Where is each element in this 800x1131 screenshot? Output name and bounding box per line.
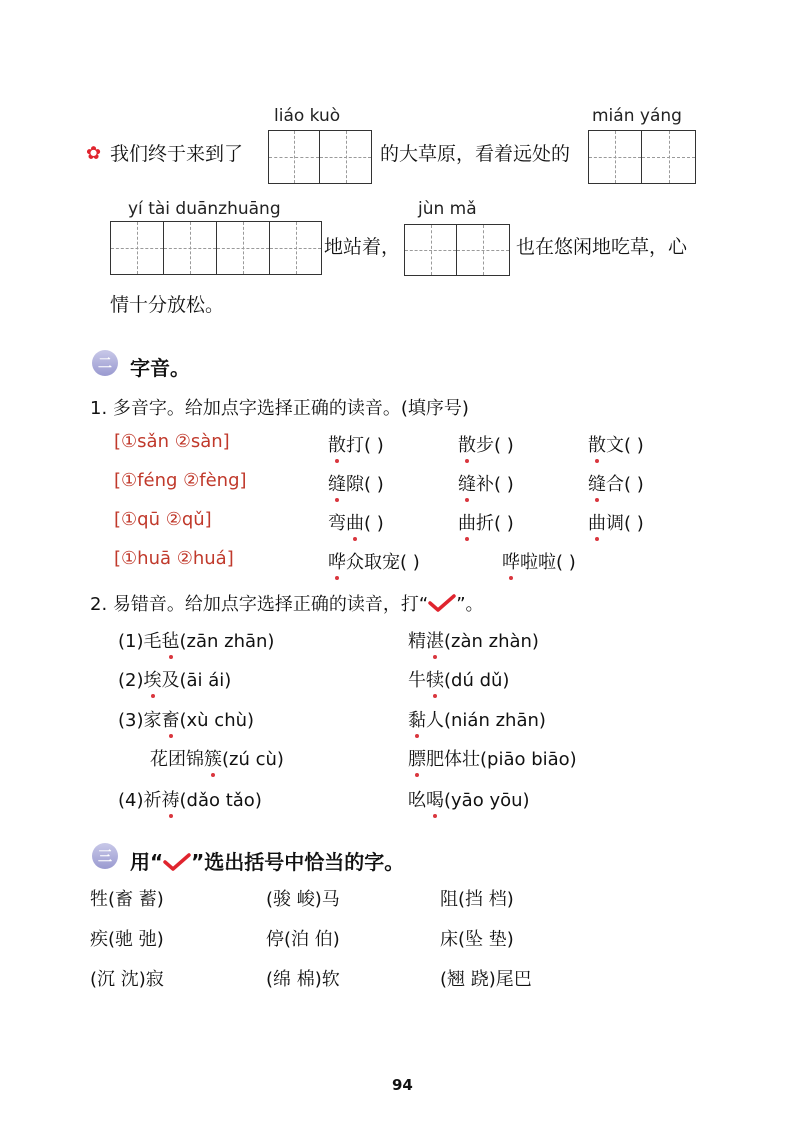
section-title: 字音。 bbox=[130, 356, 190, 380]
dotted-char: 散 bbox=[588, 435, 606, 456]
reading-options: [①sǎn ②sàn] bbox=[114, 431, 230, 452]
dotted-char: 畜 bbox=[161, 710, 180, 731]
item-text: (zàn zhàn) bbox=[444, 631, 539, 652]
word-choice-item: (绵 棉)软 bbox=[266, 969, 340, 990]
item-text: (yāo yōu) bbox=[444, 790, 530, 811]
dotted-char: 犊 bbox=[426, 670, 444, 691]
polyphone-item bbox=[458, 431, 514, 457]
item-text: 补( ) bbox=[476, 474, 514, 495]
item-text: 及(āi ái) bbox=[161, 670, 232, 691]
reading-options: [①féng ②fèng] bbox=[114, 470, 247, 491]
polyphone-item bbox=[328, 431, 384, 457]
item-text: 吆 bbox=[408, 790, 426, 811]
section-title: 用“ ”选出括号中恰当的字。 bbox=[130, 850, 405, 874]
dotted-char: 散 bbox=[458, 435, 476, 456]
pronunciation-item bbox=[408, 745, 577, 771]
sentence-part: 我们终于来到了 bbox=[110, 143, 244, 165]
page-number: 94 bbox=[392, 1076, 413, 1094]
item-text: 步( ) bbox=[476, 435, 514, 456]
reading-options: [①qū ②qǔ] bbox=[114, 509, 212, 530]
item-text: 精 bbox=[408, 631, 426, 652]
reading-options: [①huā ②huá] bbox=[114, 548, 234, 569]
dotted-char: 簇 bbox=[204, 749, 222, 770]
polyphone-item bbox=[588, 431, 644, 457]
item-text: (dú dǔ) bbox=[444, 670, 510, 691]
pronunciation-item bbox=[118, 666, 231, 692]
polyphone-item bbox=[328, 509, 384, 535]
pronunciation-item bbox=[150, 745, 284, 771]
pinyin-mianyang: mián yáng bbox=[592, 106, 682, 126]
item-text: (xù chù) bbox=[179, 710, 255, 731]
item-text: (dǎo tǎo) bbox=[179, 790, 262, 811]
pinyin-liaokuo: liáo kuò bbox=[274, 106, 341, 126]
answer-grid-junma[interactable] bbox=[404, 224, 510, 276]
pronunciation-item bbox=[408, 666, 509, 692]
answer-grid-yitaiduanzhuang[interactable] bbox=[110, 221, 322, 275]
polyphone-item bbox=[458, 509, 514, 535]
section-number-icon: 三 bbox=[92, 843, 118, 869]
item-text: ( ) bbox=[364, 513, 384, 534]
word-choice-item: (骏 峻)马 bbox=[266, 889, 340, 910]
word-choice-item: 牲(畜 蓄) bbox=[90, 889, 164, 910]
dotted-char: 散 bbox=[328, 435, 346, 456]
item-text: 牛 bbox=[408, 670, 426, 691]
polyphone-item bbox=[458, 470, 514, 496]
pronunciation-item bbox=[118, 627, 274, 653]
dotted-char: 毡 bbox=[161, 631, 180, 652]
dotted-char: 埃 bbox=[143, 670, 162, 691]
dotted-char: 曲 bbox=[346, 513, 364, 534]
answer-grid-liaokuo[interactable] bbox=[268, 130, 372, 184]
checkmark-icon bbox=[428, 594, 456, 612]
item-text: 隙( ) bbox=[346, 474, 384, 495]
dotted-char: 缝 bbox=[588, 474, 606, 495]
pronunciation-item bbox=[408, 786, 530, 812]
sentence-part: 的大草原，看着远处的 bbox=[380, 143, 571, 165]
polyphone-item bbox=[502, 548, 576, 574]
item-text: (zú cù) bbox=[222, 749, 284, 770]
item-text: 啦啦( ) bbox=[520, 552, 576, 573]
dotted-char: 黏 bbox=[408, 710, 426, 731]
item-text: (2) bbox=[118, 670, 144, 691]
dotted-char: 曲 bbox=[458, 513, 476, 534]
question-title: 1. 多音字。给加点字选择正确的读音。(填序号) bbox=[90, 398, 469, 419]
item-text: (4)祈 bbox=[118, 790, 162, 811]
dotted-char: 曲 bbox=[588, 513, 606, 534]
sentence-part: 情十分放松。 bbox=[110, 294, 225, 316]
dotted-char: 哗 bbox=[502, 552, 520, 573]
item-text: 众取宠( ) bbox=[346, 552, 420, 573]
item-text: 合( ) bbox=[606, 474, 644, 495]
word-choice-item: 阻(挡 档) bbox=[440, 889, 514, 910]
pinyin-junma: jùn mǎ bbox=[418, 199, 477, 219]
star-icon: ✿ bbox=[86, 143, 102, 164]
pronunciation-item bbox=[118, 786, 262, 812]
pronunciation-item bbox=[408, 706, 546, 732]
item-text: 肥体壮(piāo biāo) bbox=[426, 749, 577, 770]
item-text: (zān zhān) bbox=[179, 631, 275, 652]
polyphone-item bbox=[328, 548, 420, 574]
item-text: (3)家 bbox=[118, 710, 162, 731]
dotted-char: 湛 bbox=[426, 631, 444, 652]
pinyin-yitai-duanzhuang: yí tài duānzhuāng bbox=[128, 199, 281, 219]
word-choice-item: 疾(驰 弛) bbox=[90, 929, 164, 950]
dotted-char: 喝 bbox=[426, 790, 444, 811]
word-choice-item: 停(泊 伯) bbox=[266, 929, 340, 950]
question-title: 2. 易错音。给加点字选择正确的读音，打“ ”。 bbox=[90, 594, 484, 615]
word-choice-item: (翘 跷)尾巴 bbox=[440, 969, 532, 990]
item-text: 弯 bbox=[328, 513, 346, 534]
polyphone-item bbox=[588, 470, 644, 496]
item-text: 打( ) bbox=[346, 435, 384, 456]
word-choice-item: 床(坠 垫) bbox=[440, 929, 514, 950]
item-text: 文( ) bbox=[606, 435, 644, 456]
pronunciation-item bbox=[118, 706, 254, 732]
item-text: 人(nián zhān) bbox=[426, 710, 546, 731]
section-number-icon: 二 bbox=[92, 350, 118, 376]
polyphone-item bbox=[328, 470, 384, 496]
checkmark-icon bbox=[163, 853, 191, 871]
item-text: (1)毛 bbox=[118, 631, 162, 652]
dotted-char: 膘 bbox=[408, 749, 426, 770]
word-choice-item: (沉 沈)寂 bbox=[90, 969, 164, 990]
item-text: 折( ) bbox=[476, 513, 514, 534]
item-text: 花团锦 bbox=[150, 749, 204, 770]
dotted-char: 缝 bbox=[458, 474, 476, 495]
pronunciation-item bbox=[408, 627, 539, 653]
dotted-char: 缝 bbox=[328, 474, 346, 495]
dotted-char: 哗 bbox=[328, 552, 346, 573]
dotted-char: 祷 bbox=[161, 790, 180, 811]
polyphone-item bbox=[588, 509, 644, 535]
item-text: 调( ) bbox=[606, 513, 644, 534]
answer-grid-mianyang[interactable] bbox=[588, 130, 696, 184]
sentence-part: 也在悠闲地吃草，心 bbox=[516, 236, 688, 258]
sentence-part: 地站着， bbox=[324, 236, 401, 258]
